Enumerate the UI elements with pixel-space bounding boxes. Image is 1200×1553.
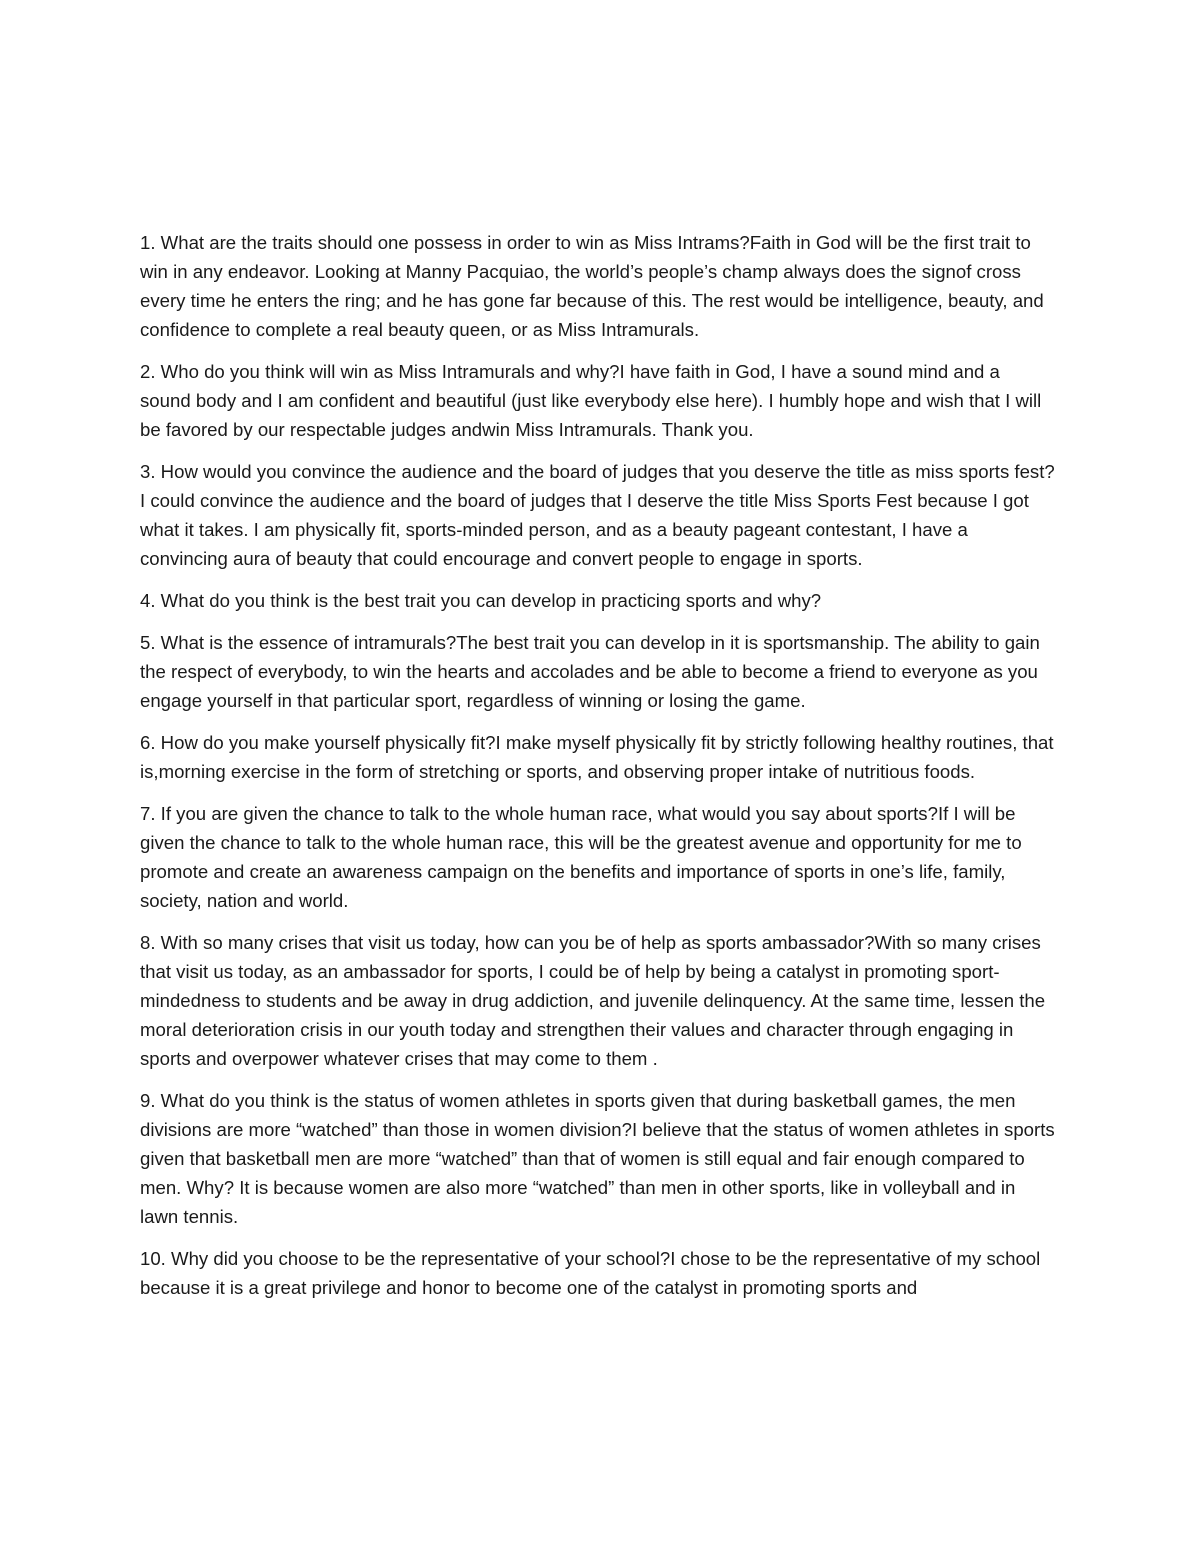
paragraph-1: 1. What are the traits should one possess in order to win as Miss Intrams?Faith in God will be the first trait to win in any endeavor. Looking at Manny Pacquiao, the world’s people’s champ always does the signof cross every time he enters the ring; and he has gone far because of this. The rest would be intelligence, beauty, and confidence to complete a real beauty queen, or as Miss Intramurals. bbox=[140, 232, 1044, 340]
paragraph-6: 6. How do you make yourself physically fit?I make myself physically fit by strictly following healthy routines, that is,morning exercise in the form of stretching or sports, and observing proper intake of nutritious foods. bbox=[140, 732, 1054, 782]
paragraph-8: 8. With so many crises that visit us today, how can you be of help as sports ambassador?With so many crises that visit us today, as an ambassador for sports, I could be of help by being a catalyst in promoting sport-mindedness to students and be away in drug addiction, and juvenile delinquency. At the same time, lessen the moral deterioration crisis in our youth today and strengthen their values and character through engaging in sports and overpower whatever crises that may come to them . bbox=[140, 932, 1046, 1069]
paragraph-3: 3. How would you convince the audience and the board of judges that you deserve the title as miss sports fest?I could convince the audience and the board of judges that I deserve the title Miss Sports Fest because I got what it takes. I am physically fit, sports-minded person, and as a beauty pageant contestant, I have a convincing aura of beauty that could encourage and convert people to engage in sports. bbox=[140, 461, 1055, 569]
document-body bbox=[140, 228, 1055, 1315]
paragraph-7: 7. If you are given the chance to talk to the whole human race, what would you say about sports?If I will be given the chance to talk to the whole human race, this will be the greatest avenue and opportunity for me to promote and create an awareness campaign on the benefits and importance of sports in one’s life, family, society, nation and world. bbox=[140, 803, 1022, 911]
paragraph-9: 9. What do you think is the status of women athletes in sports given that during basketball games, the men divisions are more “watched” than those in women division?I believe that the status of women athletes in sports given that basketball men are more “watched” than that of women is still equal and fair enough compared to men. Why? It is because women are also more “watched” than men in other sports, like in volleyball and in lawn tennis. bbox=[140, 1090, 1055, 1227]
paragraph-2: 2. Who do you think will win as Miss Intramurals and why?I have faith in God, I have a sound mind and a sound body and I am confident and beautiful (just like everybody else here). I humbly hope and wish that I will be favored by our respectable judges andwin Miss Intramurals. Thank you. bbox=[140, 361, 1042, 440]
paragraph-5: 5. What is the essence of intramurals?The best trait you can develop in it is sportsmanship. The ability to gain the respect of everybody, to win the hearts and accolades and be able to become a friend to everyone as you engage yourself in that particular sport, regardless of winning or losing the game. bbox=[140, 632, 1040, 711]
paragraph-10: 10. Why did you choose to be the representative of your school?I chose to be the representative of my school because it is a great privilege and honor to become one of the catalyst in promoting sports and bbox=[140, 1248, 1041, 1298]
paragraph-4: 4. What do you think is the best trait you can develop in practicing sports and why? bbox=[140, 590, 822, 611]
